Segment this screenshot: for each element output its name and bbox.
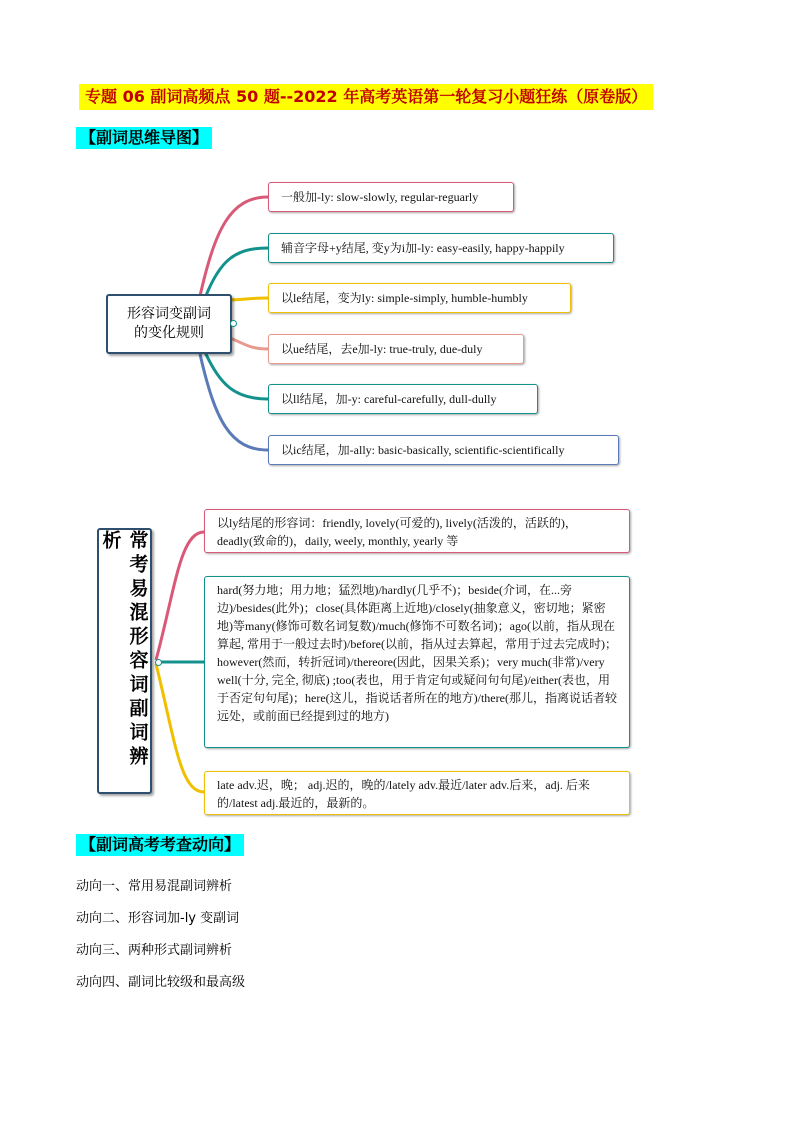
trend-item-2: 动向二、形容词加-ly 变副词: [76, 911, 240, 926]
connector-6: [200, 354, 268, 450]
branch-ly-adjectives: 以ly结尾的形容词：friendly, lovely(可爱的), lively(活泼的，活跃的)，deadly(致命的)，daily, weely, monthly, yearly 等: [204, 509, 630, 553]
branch-late-lately: late adv.迟，晚； adj.迟的，晚的/lately adv.最近/later adv.后来，adj. 后来的/latest adj.最近的，最新的。: [204, 771, 630, 815]
rule-consonant-y: 辅音字母+y结尾, 变y为i加-ly: easy-easily, happy-happily: [268, 233, 614, 263]
connector-3: [228, 298, 268, 300]
rule-le-ending: 以le结尾，变为ly: simple-simply, humble-humbly: [268, 283, 571, 313]
mindmap-root-adjective-to-adverb: [106, 294, 232, 354]
connector-4: [230, 338, 268, 349]
rule-ue-ending: 以ue结尾，去e加-ly: true-truly, due-duly: [268, 334, 524, 364]
connector-1: [200, 197, 268, 296]
trend-item-1: 动向一、常用易混副词辨析: [76, 879, 233, 894]
rule-ll-ending: 以ll结尾，加-y: careful-carefully, dull-dully: [268, 384, 538, 414]
trend-item-3: 动向三、两种形式副词辨析: [76, 943, 233, 958]
branch-adverb-pairs: hard(努力地；用力地；猛烈地)/hardly(几乎不)；beside(介词，在...旁边)/besides(此外)；close(具体距离上近地)/closely(抽象意义，密切地；紧密地)等many(修饰可数名词复数)/much(修饰不可数名词)；ago(以前，指从现在算起, 常用于一般过去时)/before(以前，指从过去算起，常用于过去完成时)；however(然而，转折冠词)/thereore(因此，因果关系)；very much(非常)/very well(十分, 完全, 彻底) ;too(表也，用于肯定句或疑问句句尾)/either(表也，用于否定句句尾)；here(这儿，指说话者所在的地方)/there(那儿，指离说话者较远处，或前面已经提到过的地方): [204, 576, 630, 748]
connector-2: [205, 248, 268, 298]
rule-add-ly: 一般加-ly: slow-slowly, regular-reguarly: [268, 182, 514, 212]
connector-5: [205, 352, 268, 399]
collapse-dot[interactable]: [230, 320, 237, 327]
document-title: 专题 06 副词高频点 50 题--2022 年高考英语第一轮复习小题狂练（原卷版）: [79, 84, 653, 110]
mindmap-root-label: 形容词变副词 的变化规则: [127, 306, 211, 341]
connector-9: [156, 664, 204, 792]
trend-item-4: 动向四、副词比较级和最高级: [76, 975, 246, 990]
section-heading-trends: 【副词高考考查动向】: [76, 834, 244, 856]
collapse-dot[interactable]: [155, 659, 162, 666]
mindmap-root-confusing-adverbs: [97, 528, 152, 794]
connector-7: [156, 532, 204, 660]
mindmap-root-vertical-label: 常考易混形容词副词辨析: [99, 530, 149, 770]
section-heading-mindmap: 【副词思维导图】: [76, 127, 212, 149]
rule-ic-ending: 以ic结尾，加-ally: basic-basically, scientific-scientifically: [268, 435, 619, 465]
